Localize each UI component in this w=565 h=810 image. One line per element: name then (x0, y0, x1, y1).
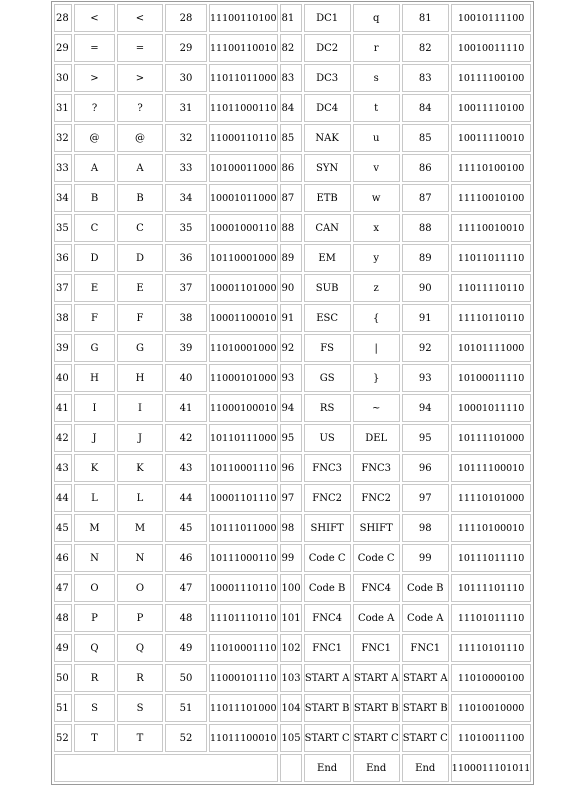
cell-char-set-b-left: R (117, 664, 163, 692)
cell-char-set-b-right: q (353, 4, 400, 32)
cell-char-set-b-left: F (117, 304, 163, 332)
cell-char-set-a-left: G (74, 334, 115, 362)
cell-char-set-a-right: START B (304, 694, 351, 722)
cell-value-left: 29 (54, 34, 72, 62)
cell-value-right: 100 (280, 574, 302, 602)
cell-char-set-b-left: J (117, 424, 163, 452)
cell-char-set-a-right: NAK (304, 124, 351, 152)
table-row (54, 34, 531, 62)
cell-char-set-c-left: 34 (165, 184, 207, 212)
table-body (54, 4, 531, 782)
cell-char-set-a-left: P (74, 604, 115, 632)
cell-char-set-b-left: @ (117, 124, 163, 152)
cell-pattern-left: 11101110110 (209, 604, 278, 632)
table-row (54, 364, 531, 392)
table-row (54, 124, 531, 152)
cell-char-set-b-left: M (117, 514, 163, 542)
cell-pattern-right: 11010010000 (451, 694, 532, 722)
cell-value-right: 105 (280, 724, 302, 752)
cell-char-set-b-right: x (353, 214, 400, 242)
cell-char-set-b-left: T (117, 724, 163, 752)
cell-value-left: 35 (54, 214, 72, 242)
cell-char-set-c-left: 36 (165, 244, 207, 272)
table-row (54, 184, 531, 212)
cell-char-set-c-left: 40 (165, 364, 207, 392)
table-row (54, 274, 531, 302)
cell-char-set-c-left: 33 (165, 154, 207, 182)
cell-char-set-b-right: SHIFT (353, 514, 400, 542)
cell-value-left: 49 (54, 634, 72, 662)
cell-pattern-left: 10110111000 (209, 424, 278, 452)
cell-char-set-c-right: 90 (402, 274, 449, 302)
cell-value-left: 36 (54, 244, 72, 272)
cell-pattern-right: 10011110100 (451, 94, 532, 122)
cell-char-set-c-right: Code B (402, 574, 449, 602)
cell-value-right: 99 (280, 544, 302, 572)
table-row (54, 244, 531, 272)
cell-char-set-c-right: Code A (402, 604, 449, 632)
cell-value-left: 31 (54, 94, 72, 122)
cell-char-set-a-left: D (74, 244, 115, 272)
cell-char-set-b-right: s (353, 64, 400, 92)
cell-char-set-a-right: START A (304, 664, 351, 692)
cell-pattern-right: 11011011110 (451, 244, 532, 272)
table-row (54, 94, 531, 122)
code128-table (51, 1, 534, 785)
cell-pattern-left: 10110001000 (209, 244, 278, 272)
cell-char-set-c-left: 29 (165, 34, 207, 62)
cell-pattern-right: 10111100100 (451, 64, 532, 92)
table-row (54, 574, 531, 602)
cell-value-right: 86 (280, 154, 302, 182)
cell-char-set-a-left: R (74, 664, 115, 692)
cell-value-right: 87 (280, 184, 302, 212)
cell-char-set-b-right: y (353, 244, 400, 272)
cell-pattern-left: 11000100010 (209, 394, 278, 422)
table-row (54, 634, 531, 662)
table-row (54, 64, 531, 92)
cell-char-set-b-right: FNC4 (353, 574, 400, 602)
cell-char-set-c-right: 95 (402, 424, 449, 452)
cell-value-left: 47 (54, 574, 72, 602)
empty-cell (280, 754, 302, 782)
cell-char-set-a-right: ESC (304, 304, 351, 332)
cell-char-set-b-right: { (353, 304, 400, 332)
table-row (54, 304, 531, 332)
cell-char-set-a-left: O (74, 574, 115, 602)
cell-char-set-a-right: SHIFT (304, 514, 351, 542)
cell-char-set-a-right: EM (304, 244, 351, 272)
table-row (54, 664, 531, 692)
cell-char-set-b-left: H (117, 364, 163, 392)
cell-char-set-a-left: Q (74, 634, 115, 662)
cell-end-set-b: End (353, 754, 400, 782)
cell-char-set-a-left: ? (74, 94, 115, 122)
cell-char-set-a-left: J (74, 424, 115, 452)
cell-char-set-c-left: 43 (165, 454, 207, 482)
cell-value-left: 32 (54, 124, 72, 152)
cell-char-set-b-left: A (117, 154, 163, 182)
table-row (54, 394, 531, 422)
cell-value-left: 34 (54, 184, 72, 212)
cell-pattern-right: 11110010010 (451, 214, 532, 242)
cell-char-set-c-right: 98 (402, 514, 449, 542)
cell-pattern-right: 10011110010 (451, 124, 532, 152)
cell-value-left: 48 (54, 604, 72, 632)
cell-char-set-c-left: 38 (165, 304, 207, 332)
cell-pattern-left: 11100110100 (209, 4, 278, 32)
cell-char-set-a-right: RS (304, 394, 351, 422)
cell-char-set-b-left: G (117, 334, 163, 362)
cell-value-left: 41 (54, 394, 72, 422)
cell-pattern-left: 10110001110 (209, 454, 278, 482)
cell-char-set-c-left: 44 (165, 484, 207, 512)
cell-pattern-left: 10001101000 (209, 274, 278, 302)
cell-value-left: 46 (54, 544, 72, 572)
cell-value-right: 97 (280, 484, 302, 512)
cell-char-set-c-right: START A (402, 664, 449, 692)
cell-char-set-b-left: P (117, 604, 163, 632)
cell-pattern-right: 10100011110 (451, 364, 532, 392)
cell-char-set-a-right: ETB (304, 184, 351, 212)
cell-char-set-b-right: DEL (353, 424, 400, 452)
cell-char-set-b-right: FNC2 (353, 484, 400, 512)
cell-char-set-b-right: START C (353, 724, 400, 752)
cell-value-left: 42 (54, 424, 72, 452)
cell-char-set-a-left: N (74, 544, 115, 572)
cell-value-right: 103 (280, 664, 302, 692)
cell-pattern-left: 11011101000 (209, 694, 278, 722)
table-row (54, 724, 531, 752)
cell-char-set-b-left: B (117, 184, 163, 212)
cell-pattern-left: 11011011000 (209, 64, 278, 92)
cell-char-set-b-left: E (117, 274, 163, 302)
cell-pattern-right: 11010000100 (451, 664, 532, 692)
cell-char-set-a-left: > (74, 64, 115, 92)
cell-char-set-c-left: 31 (165, 94, 207, 122)
cell-char-set-b-left: > (117, 64, 163, 92)
cell-char-set-a-left: L (74, 484, 115, 512)
cell-value-left: 50 (54, 664, 72, 692)
cell-char-set-a-right: DC3 (304, 64, 351, 92)
cell-value-left: 28 (54, 4, 72, 32)
cell-value-left: 43 (54, 454, 72, 482)
cell-char-set-c-right: FNC1 (402, 634, 449, 662)
cell-char-set-c-right: 87 (402, 184, 449, 212)
cell-char-set-a-right: SUB (304, 274, 351, 302)
cell-pattern-right: 10010011110 (451, 34, 532, 62)
cell-pattern-right: 10111100010 (451, 454, 532, 482)
cell-char-set-c-right: 94 (402, 394, 449, 422)
cell-char-set-c-right: 83 (402, 64, 449, 92)
cell-char-set-a-right: DC2 (304, 34, 351, 62)
cell-char-set-a-left: < (74, 4, 115, 32)
cell-char-set-a-left: H (74, 364, 115, 392)
cell-char-set-b-right: FNC3 (353, 454, 400, 482)
cell-char-set-a-right: FNC1 (304, 634, 351, 662)
cell-char-set-c-left: 46 (165, 544, 207, 572)
cell-char-set-a-left: C (74, 214, 115, 242)
cell-value-left: 30 (54, 64, 72, 92)
table-row (54, 514, 531, 542)
cell-value-right: 83 (280, 64, 302, 92)
cell-char-set-c-left: 35 (165, 214, 207, 242)
table-row (54, 154, 531, 182)
cell-char-set-b-right: r (353, 34, 400, 62)
cell-char-set-c-left: 32 (165, 124, 207, 152)
cell-value-left: 33 (54, 154, 72, 182)
cell-char-set-a-left: K (74, 454, 115, 482)
cell-char-set-a-left: E (74, 274, 115, 302)
cell-char-set-c-right: 92 (402, 334, 449, 362)
cell-char-set-a-right: FS (304, 334, 351, 362)
cell-char-set-b-right: ~ (353, 394, 400, 422)
cell-char-set-c-left: 49 (165, 634, 207, 662)
cell-char-set-c-right: 86 (402, 154, 449, 182)
cell-pattern-left: 11000110110 (209, 124, 278, 152)
cell-char-set-a-left: A (74, 154, 115, 182)
cell-char-set-a-right: FNC4 (304, 604, 351, 632)
cell-char-set-b-left: K (117, 454, 163, 482)
cell-value-right: 84 (280, 94, 302, 122)
cell-char-set-b-left: I (117, 394, 163, 422)
cell-value-left: 38 (54, 304, 72, 332)
cell-value-left: 45 (54, 514, 72, 542)
cell-char-set-c-left: 28 (165, 4, 207, 32)
cell-char-set-b-right: t (353, 94, 400, 122)
cell-char-set-b-right: START B (353, 694, 400, 722)
cell-value-left: 51 (54, 694, 72, 722)
cell-char-set-b-right: } (353, 364, 400, 392)
table-row (54, 424, 531, 452)
cell-value-right: 93 (280, 364, 302, 392)
cell-char-set-c-right: 96 (402, 454, 449, 482)
cell-char-set-c-right: 99 (402, 544, 449, 572)
cell-pattern-left: 11100110010 (209, 34, 278, 62)
cell-value-right: 102 (280, 634, 302, 662)
cell-stop-pattern: 1100011101011 (451, 754, 532, 782)
cell-char-set-a-right: US (304, 424, 351, 452)
cell-char-set-a-left: I (74, 394, 115, 422)
cell-char-set-a-right: DC1 (304, 4, 351, 32)
cell-char-set-c-left: 50 (165, 664, 207, 692)
cell-char-set-b-left: ? (117, 94, 163, 122)
table-row (54, 484, 531, 512)
cell-pattern-right: 10111101000 (451, 424, 532, 452)
cell-char-set-a-left: B (74, 184, 115, 212)
cell-pattern-left: 11000101000 (209, 364, 278, 392)
cell-end-set-a: End (304, 754, 351, 782)
cell-pattern-right: 11110010100 (451, 184, 532, 212)
cell-char-set-a-right: CAN (304, 214, 351, 242)
cell-pattern-right: 10111011110 (451, 544, 532, 572)
cell-char-set-c-left: 51 (165, 694, 207, 722)
cell-pattern-left: 11000101110 (209, 664, 278, 692)
cell-char-set-c-left: 41 (165, 394, 207, 422)
cell-char-set-b-left: C (117, 214, 163, 242)
cell-pattern-left: 10001100010 (209, 304, 278, 332)
cell-char-set-b-left: Q (117, 634, 163, 662)
cell-value-left: 44 (54, 484, 72, 512)
cell-char-set-a-right: FNC3 (304, 454, 351, 482)
cell-pattern-right: 11010011100 (451, 724, 532, 752)
cell-char-set-c-left: 45 (165, 514, 207, 542)
cell-char-set-c-right: 91 (402, 304, 449, 332)
cell-char-set-c-left: 37 (165, 274, 207, 302)
cell-char-set-c-left: 47 (165, 574, 207, 602)
cell-char-set-a-right: SYN (304, 154, 351, 182)
cell-char-set-b-right: | (353, 334, 400, 362)
cell-value-left: 52 (54, 724, 72, 752)
cell-char-set-a-left: F (74, 304, 115, 332)
cell-char-set-c-right: 81 (402, 4, 449, 32)
cell-char-set-c-right: 85 (402, 124, 449, 152)
cell-char-set-c-right: 93 (402, 364, 449, 392)
cell-value-right: 88 (280, 214, 302, 242)
table-row (54, 454, 531, 482)
cell-char-set-b-right: Code A (353, 604, 400, 632)
cell-value-left: 40 (54, 364, 72, 392)
empty-cell (54, 754, 278, 782)
cell-value-right: 81 (280, 4, 302, 32)
cell-pattern-left: 10001110110 (209, 574, 278, 602)
cell-char-set-c-right: 88 (402, 214, 449, 242)
cell-char-set-b-right: v (353, 154, 400, 182)
cell-char-set-c-left: 48 (165, 604, 207, 632)
cell-pattern-right: 11101011110 (451, 604, 532, 632)
cell-char-set-b-right: u (353, 124, 400, 152)
cell-value-right: 90 (280, 274, 302, 302)
cell-char-set-a-right: GS (304, 364, 351, 392)
cell-char-set-a-right: START C (304, 724, 351, 752)
cell-pattern-right: 11110101000 (451, 484, 532, 512)
cell-char-set-c-right: 82 (402, 34, 449, 62)
cell-char-set-a-left: = (74, 34, 115, 62)
cell-pattern-left: 10001000110 (209, 214, 278, 242)
table-row (54, 214, 531, 242)
cell-pattern-right: 11110101110 (451, 634, 532, 662)
cell-pattern-right: 11110110110 (451, 304, 532, 332)
table-row (54, 334, 531, 362)
cell-pattern-right: 10101111000 (451, 334, 532, 362)
cell-char-set-b-right: z (353, 274, 400, 302)
cell-char-set-c-left: 42 (165, 424, 207, 452)
cell-pattern-right: 11110100010 (451, 514, 532, 542)
cell-char-set-a-left: @ (74, 124, 115, 152)
cell-char-set-a-left: S (74, 694, 115, 722)
cell-char-set-a-right: Code C (304, 544, 351, 572)
cell-value-right: 104 (280, 694, 302, 722)
cell-char-set-a-right: FNC2 (304, 484, 351, 512)
cell-char-set-b-left: L (117, 484, 163, 512)
cell-pattern-left: 10001011000 (209, 184, 278, 212)
cell-value-right: 92 (280, 334, 302, 362)
cell-value-right: 89 (280, 244, 302, 272)
cell-pattern-left: 11011000110 (209, 94, 278, 122)
cell-end-set-c: End (402, 754, 449, 782)
cell-value-right: 95 (280, 424, 302, 452)
cell-value-right: 98 (280, 514, 302, 542)
cell-char-set-c-right: 97 (402, 484, 449, 512)
cell-char-set-c-left: 39 (165, 334, 207, 362)
cell-pattern-right: 11011110110 (451, 274, 532, 302)
cell-char-set-b-left: O (117, 574, 163, 602)
table-row (54, 694, 531, 722)
cell-char-set-c-right: 89 (402, 244, 449, 272)
cell-char-set-a-right: DC4 (304, 94, 351, 122)
cell-char-set-c-right: 84 (402, 94, 449, 122)
cell-pattern-left: 11010001110 (209, 634, 278, 662)
cell-char-set-b-left: D (117, 244, 163, 272)
table-row (54, 604, 531, 632)
cell-value-right: 91 (280, 304, 302, 332)
cell-char-set-c-right: START B (402, 694, 449, 722)
cell-value-right: 82 (280, 34, 302, 62)
cell-value-right: 96 (280, 454, 302, 482)
cell-value-left: 39 (54, 334, 72, 362)
cell-pattern-left: 11010001000 (209, 334, 278, 362)
cell-char-set-b-right: Code C (353, 544, 400, 572)
cell-pattern-right: 10010111100 (451, 4, 532, 32)
cell-pattern-right: 10001011110 (451, 394, 532, 422)
cell-char-set-b-left: S (117, 694, 163, 722)
table-row-end (54, 754, 531, 782)
cell-value-right: 101 (280, 604, 302, 632)
cell-pattern-left: 10111011000 (209, 514, 278, 542)
cell-char-set-b-right: START A (353, 664, 400, 692)
cell-char-set-b-left: N (117, 544, 163, 572)
cell-value-right: 85 (280, 124, 302, 152)
cell-char-set-a-left: T (74, 724, 115, 752)
cell-char-set-a-right: Code B (304, 574, 351, 602)
cell-pattern-right: 11110100100 (451, 154, 532, 182)
cell-char-set-c-right: START C (402, 724, 449, 752)
cell-pattern-left: 10100011000 (209, 154, 278, 182)
table-row (54, 544, 531, 572)
cell-pattern-left: 11011100010 (209, 724, 278, 752)
table-row (54, 4, 531, 32)
cell-char-set-b-right: FNC1 (353, 634, 400, 662)
cell-value-right: 94 (280, 394, 302, 422)
cell-char-set-b-left: = (117, 34, 163, 62)
cell-char-set-c-left: 30 (165, 64, 207, 92)
cell-char-set-c-left: 52 (165, 724, 207, 752)
cell-char-set-b-left: < (117, 4, 163, 32)
cell-pattern-left: 10001101110 (209, 484, 278, 512)
cell-char-set-a-left: M (74, 514, 115, 542)
cell-value-left: 37 (54, 274, 72, 302)
cell-pattern-right: 10111101110 (451, 574, 532, 602)
cell-char-set-b-right: w (353, 184, 400, 212)
cell-pattern-left: 10111000110 (209, 544, 278, 572)
